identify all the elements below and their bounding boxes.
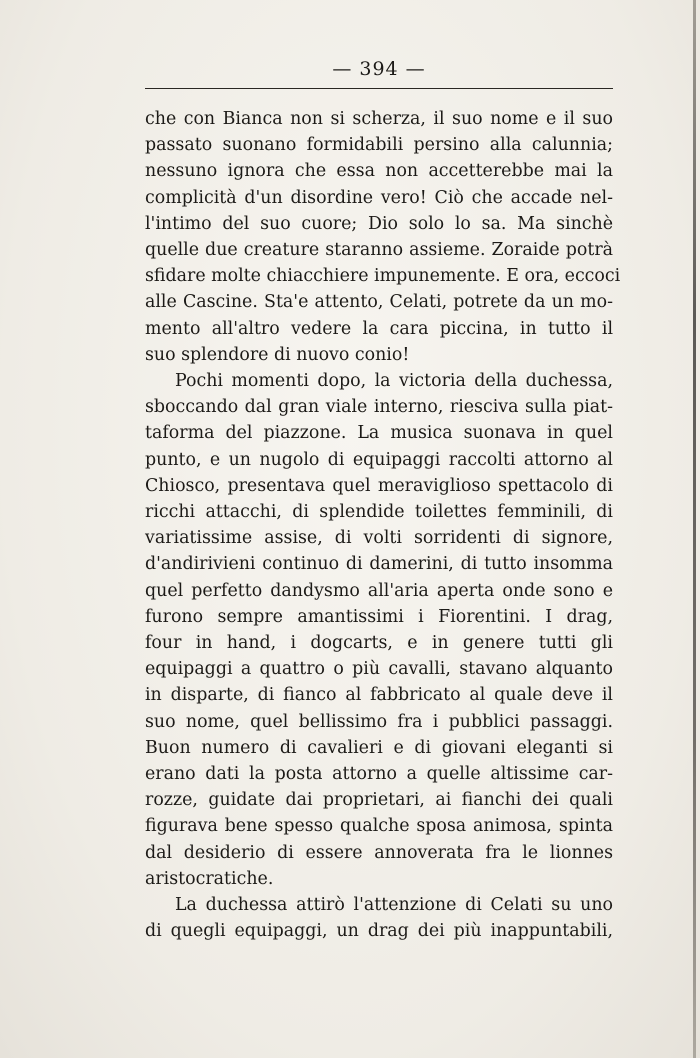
text-line: d'andirivieni continuo di damerini, di tutto insomma <box>145 554 613 575</box>
text-line: suo nome, quel bellissimo fra i pubblici passaggi. <box>145 711 613 732</box>
text-line: che con Bianca non si scherza, il suo nome e il suo <box>145 109 613 129</box>
text-line: punto, e un nugolo di equipaggi raccolti attorno al <box>145 449 613 470</box>
page-number: — 394 — <box>332 58 426 80</box>
text-line: four in hand, i dogcarts, e in genere tutti gli <box>145 633 613 654</box>
text-line: rozze, guidate dai proprietari, ai fianchi dei quali <box>145 790 613 811</box>
text-line: ricchi attacchi, di splendide toilettes femminili, di <box>145 502 613 523</box>
text-line: complicità d'un disordine vero! Ciò che accade nel- <box>145 187 613 208</box>
text-line: Chiosco, presentava quel meraviglioso spettacolo di <box>145 475 613 496</box>
text-line: l'intimo del suo cuore; Dio solo lo sa. Ma sinchè <box>145 213 613 234</box>
text-line: La duchessa attirò l'attenzione di Celati su uno <box>175 895 613 916</box>
text-line: dal desiderio di essere annoverata fra le lionnes <box>145 842 613 863</box>
page-edge-shadow <box>693 0 696 1058</box>
text-line: di quegli equipaggi, un drag dei più inappuntabili, <box>145 921 613 942</box>
text-line: nessuno ignora che essa non accetterebbe mai la <box>145 161 613 182</box>
text-line: mento all'altro vedere la cara piccina, in tutto il <box>145 318 613 339</box>
text-line: alle Cascine. Sta'e attento, Celati, potrete da un mo- <box>145 292 613 313</box>
text-line: in disparte, di fianco al fabbricato al quale deve il <box>145 685 613 706</box>
text-line: furono sempre amantissimi i Fiorentini. I drag, <box>145 606 613 627</box>
text-line: figurava bene spesso qualche sposa animosa, spinta <box>145 816 613 837</box>
header-rule <box>145 88 613 89</box>
text-line: sfidare molte chiacchiere impunemente. E ora, eccoci <box>145 266 621 287</box>
text-line: variatissime assise, di volti sorridenti di signore, <box>145 528 613 549</box>
text-line: Buon numero di cavalieri e di giovani eleganti si <box>145 737 613 758</box>
text-line: Pochi momenti dopo, la victoria della duchessa, <box>175 371 613 392</box>
text-line: suo splendore di nuovo conio! <box>145 344 410 365</box>
text-line: sboccando dal gran viale interno, riesciva sulla piat- <box>145 397 613 418</box>
text-line: aristocratiche. <box>145 868 274 889</box>
body-text <box>145 106 621 945</box>
text-line: passato suonano formidabili persino alla calunnia; <box>145 135 613 156</box>
text-line: quel perfetto dandysmo all'aria aperta onde sono e <box>145 580 613 601</box>
text-line: erano dati la posta attorno a quelle altissime car- <box>145 764 613 785</box>
text-line: equipaggi a quattro o più cavalli, stavano alquanto <box>145 659 613 680</box>
text-line: taforma del piazzone. La musica suonava in quel <box>145 423 613 444</box>
text-line: quelle due creature staranno assieme. Zoraide potrà <box>145 240 613 261</box>
